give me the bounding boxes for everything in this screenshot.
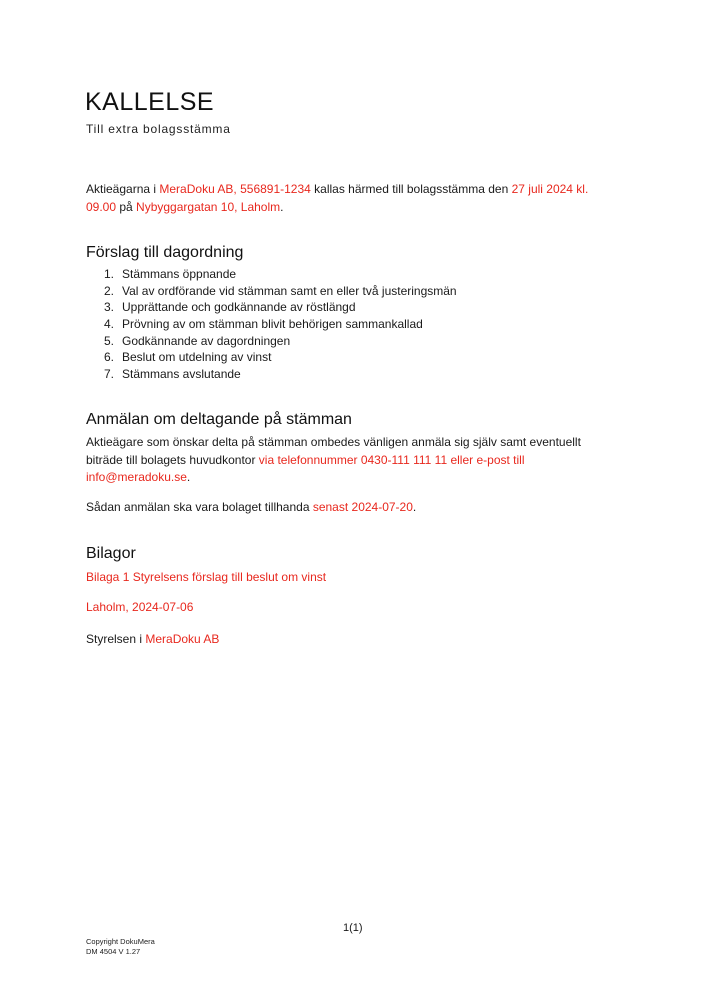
agenda-item — [86, 333, 457, 350]
attachments-heading: Bilagor — [86, 545, 136, 562]
contact-info-field: via telefonnummer 0430-111 111 11 eller e-post till info@meradoku.se — [86, 452, 525, 484]
intro-text: Aktieägarna i — [86, 182, 160, 196]
signature-line — [86, 632, 219, 646]
meeting-address-field: Nybyggargatan 10, Laholm — [136, 200, 281, 214]
agenda-item-number: 7. — [103, 367, 114, 382]
agenda-item-text: Val av ordförande vid stämman samt en eller två justeringsmän — [122, 283, 457, 298]
document-subtitle: Till extra bolagsstämma — [86, 122, 231, 136]
document-title: KALLELSE — [85, 88, 215, 116]
intro-text: kallas härmed till bolagsstämma den — [310, 182, 512, 196]
agenda-item-number: 3. — [103, 300, 114, 315]
agenda-list — [86, 266, 457, 383]
agenda-item-number: 6. — [103, 350, 114, 365]
registration-text: Aktieägare som önskar delta på stämman ombedes vänligen anmäla sig själv samt eventuellt biträde till bolagets huvudkontor — [86, 435, 581, 467]
agenda-item-number: 5. — [103, 333, 114, 348]
place-date-field: Laholm, 2024-07-06 — [86, 600, 194, 614]
registration-text: . — [186, 470, 191, 484]
agenda-item — [86, 349, 457, 366]
agenda-heading: Förslag till dagordning — [86, 244, 244, 261]
footer-version: DM 4504 V 1.27 — [86, 947, 141, 956]
agenda-item — [86, 316, 457, 333]
page-number: 1(1) — [343, 922, 363, 934]
company-name-field: MeraDoku AB, 556891-1234 — [159, 182, 311, 196]
deadline-paragraph — [86, 500, 416, 514]
agenda-item-text: Beslut om utdelning av vinst — [122, 350, 272, 365]
intro-text: . — [280, 200, 284, 214]
agenda-item-number: 2. — [103, 283, 114, 298]
agenda-item-text: Godkännande av dagordningen — [122, 333, 291, 348]
intro-paragraph — [86, 180, 621, 216]
agenda-item — [86, 299, 457, 316]
agenda-item-text: Stämmans öppnande — [122, 267, 237, 281]
signature-text: Styrelsen i — [86, 632, 146, 646]
deadline-date-field: senast 2024-07-20 — [312, 500, 413, 514]
deadline-text: Sådan anmälan ska vara bolaget tillhanda — [86, 500, 313, 514]
agenda-item — [86, 266, 457, 283]
intro-text: på — [116, 200, 137, 214]
agenda-item — [86, 283, 457, 300]
agenda-item-text: Stämmans avslutande — [122, 367, 241, 382]
meeting-datetime-field: 27 juli 2024 kl. 09.00 — [86, 182, 589, 214]
signature-company-field: MeraDoku AB — [145, 632, 220, 646]
deadline-text: . — [412, 500, 417, 514]
agenda-item — [86, 366, 457, 383]
registration-paragraph — [86, 434, 606, 487]
agenda-item-number: 1. — [103, 267, 114, 281]
agenda-item-text: Upprättande och godkännande av röstlängd — [122, 300, 356, 315]
agenda-item-number: 4. — [103, 317, 114, 332]
footer — [86, 937, 155, 957]
agenda-item-text: Prövning av om stämman blivit behörigen sammankallad — [122, 317, 423, 332]
registration-heading: Anmälan om deltagande på stämman — [86, 411, 352, 428]
footer-copyright: Copyright DokuMera — [86, 937, 155, 946]
attachment-item: Bilaga 1 Styrelsens förslag till beslut om vinst — [86, 570, 327, 584]
